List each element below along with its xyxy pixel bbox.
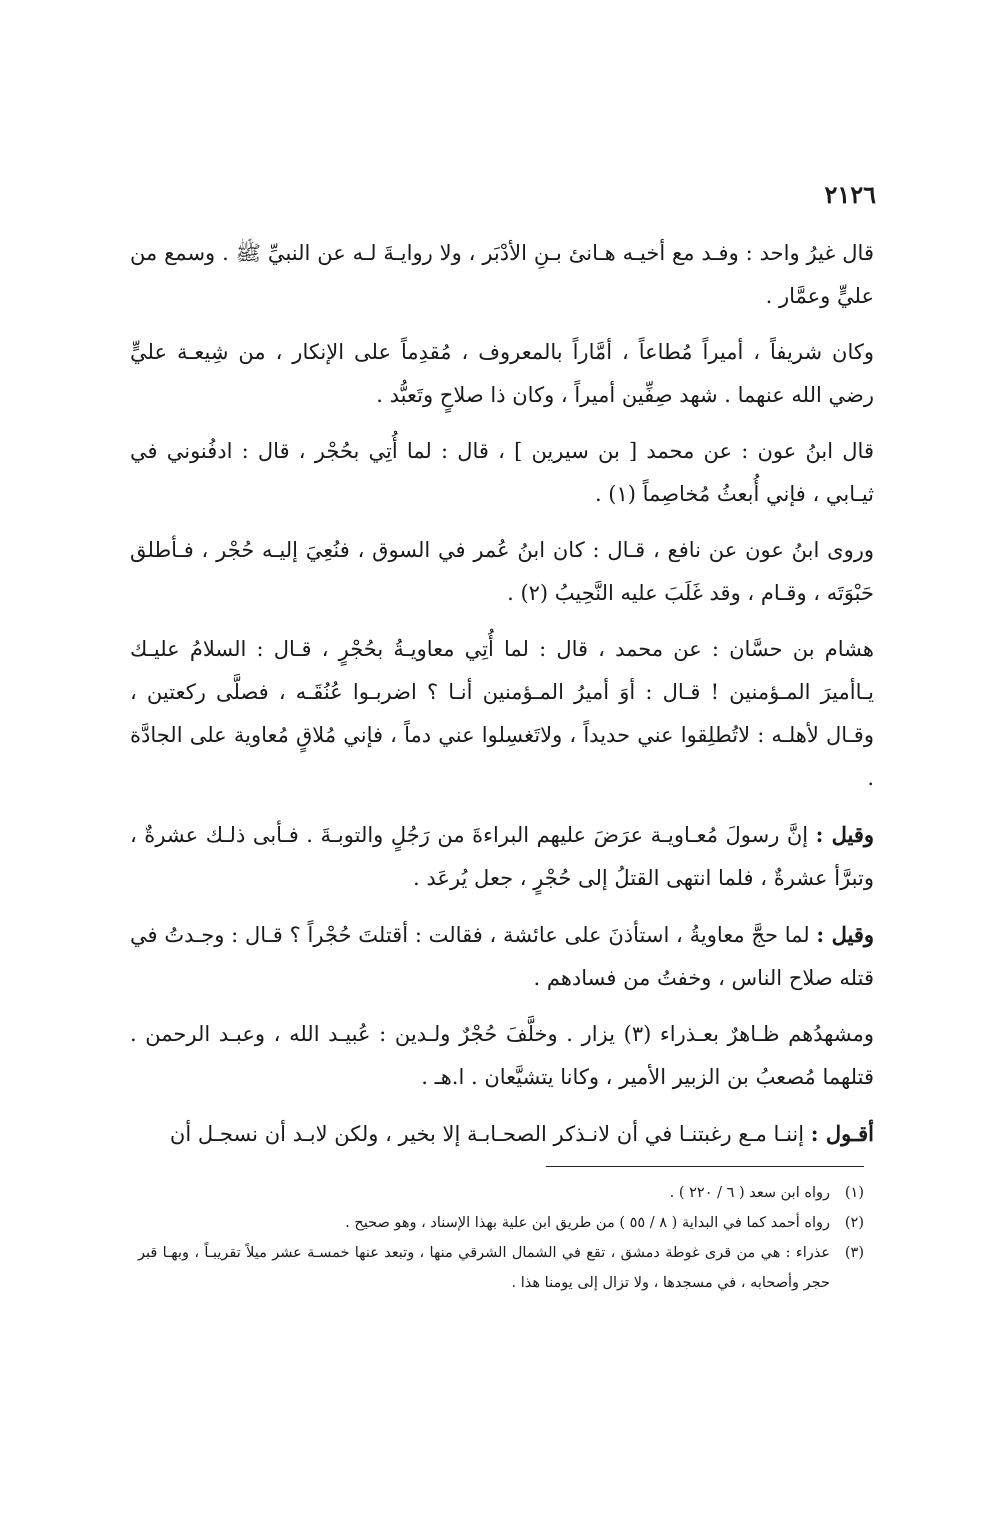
paragraph-lead: وقيل :	[815, 822, 874, 847]
paragraph-text: إننـا مـع رغبتنـا في أن لانـذكر الصحـابـة إلا بخير ، ولكن لابـد أن نسجـل أن	[169, 1122, 811, 1146]
footnote-text: عذراء : هي من قرى غوطة دمشق ، تقع في الشمال الشرقي منها ، وتبعد عنها خمسـة عشر ميلاً تقريبـاً ، وبهـا قبر حجر وأصحابه ، في مسجدها ، ولا تزال إلى يومنا هذا .	[138, 1245, 830, 1291]
paragraph-text: وكان شريفاً ، أميراً مُطاعاً ، أمَّاراً بالمعروف ، مُقدِماً على الإنكار ، من شِيعـة عليٍّ رضي الله عنهما . شهد صِفِّين أميراً ، وكان ذا صلاحٍ وتَعبُّد .	[130, 340, 874, 407]
footnote-number: (٢)	[844, 1215, 864, 1231]
paragraph-lead: أقـول :	[810, 1121, 874, 1146]
page-number: ٢١٢٦	[824, 180, 876, 209]
paragraph	[130, 232, 874, 318]
paragraph	[130, 529, 874, 615]
footnote-divider	[546, 1166, 864, 1167]
paragraph	[130, 1013, 874, 1099]
paragraph	[130, 913, 874, 1000]
footnotes	[138, 1178, 864, 1298]
footnote-text: رواه أحمد كما في البداية ( ٨ / ٥٥ ) من طريق ابن علية بهذا الإسناد ، وهو صحيح .	[345, 1215, 830, 1231]
paragraph-text: قال ابنُ عون : عن محمد [ بن سيرين ] ، قال : لما أُتِي بحُجْر ، قال : ادفُنوني في ثيـابي ، فإني أُبعثُ مُخاصِماً (١) .	[130, 439, 874, 506]
footnote	[138, 1208, 864, 1238]
footnote-number: (٣)	[844, 1245, 864, 1261]
paragraph	[130, 813, 874, 900]
paragraph-text: لما حجَّ معاويةُ ، استأذنَ على عائشة ، فقالت : أقتلتَ حُجْراً ؟ قـال : وجـدتُ في قتله صلاح الناس ، وخفتُ من فسادهم .	[130, 923, 874, 990]
footnote-text: رواه ابن سعد ( ٦ / ٢٢٠ ) .	[669, 1185, 830, 1201]
footnote	[138, 1178, 864, 1208]
paragraph-text: هشام بن حسَّان : عن محمد ، قال : لما أُتِي معاويـةُ بحُجْرٍ ، قـال : السلامُ عليـك يـاأميرَ المـؤمنين ! قـال : أوَ أميرُ المـؤمنين أنـا ؟ اضربـوا عُنُقَـه ، فصلَّى ركعتين ، وقـال لأهلـه : لاتُطلِقوا عني حديداً ، ولاتَغسِلوا عني دماً ، فإني مُلاقٍ مُعاوية على الجادَّة .	[130, 637, 874, 790]
paragraph	[130, 331, 874, 417]
paragraph	[130, 430, 874, 516]
paragraph-text: ومشهدُهم ظـاهرٌ بعـذراء (٣) يزار . وخلَّفَ حُجْرٌ ولـدين : عُبيـد الله ، وعبـد الرحمن . قتلهما مُصعبُ بن الزبير الأمير ، وكانا يتشيَّعان . ا.هـ .	[130, 1022, 874, 1089]
footnote	[138, 1238, 864, 1298]
main-text	[130, 232, 874, 1169]
paragraph-text: إنَّ رسولَ مُعـاويـة عرَضَ عليهم البراءةَ من رَجُلٍ والتوبـةَ . فـأبى ذلـك عشرةٌ ، وتبرَّأ عشرةٌ ، فلما انتهى القتلُ إلى حُجْرٍ ، جعل يُرعَد .	[130, 823, 874, 890]
paragraph	[130, 1112, 874, 1156]
paragraph-text: وروى ابنُ عون عن نافع ، قـال : كان ابنُ عُمر في السوق ، فنُعِيَ إليـه حُجْر ، فـأطلق حَبْوَتَه ، وقـام ، وقد غَلَبَ عليه النَّحِيبُ (٢) .	[130, 538, 874, 605]
footnote-number: (١)	[844, 1185, 864, 1201]
paragraph-text: قال غيرُ واحد : وفـد مع أخيـه هـانئ بـنِ الأدْبَر ، ولا روايـةَ لـه عن النبيِّ ﷺ . وسمع من عليٍّ وعمَّار .	[130, 241, 874, 308]
paragraph	[130, 628, 874, 800]
paragraph-lead: وقيل :	[816, 922, 875, 947]
